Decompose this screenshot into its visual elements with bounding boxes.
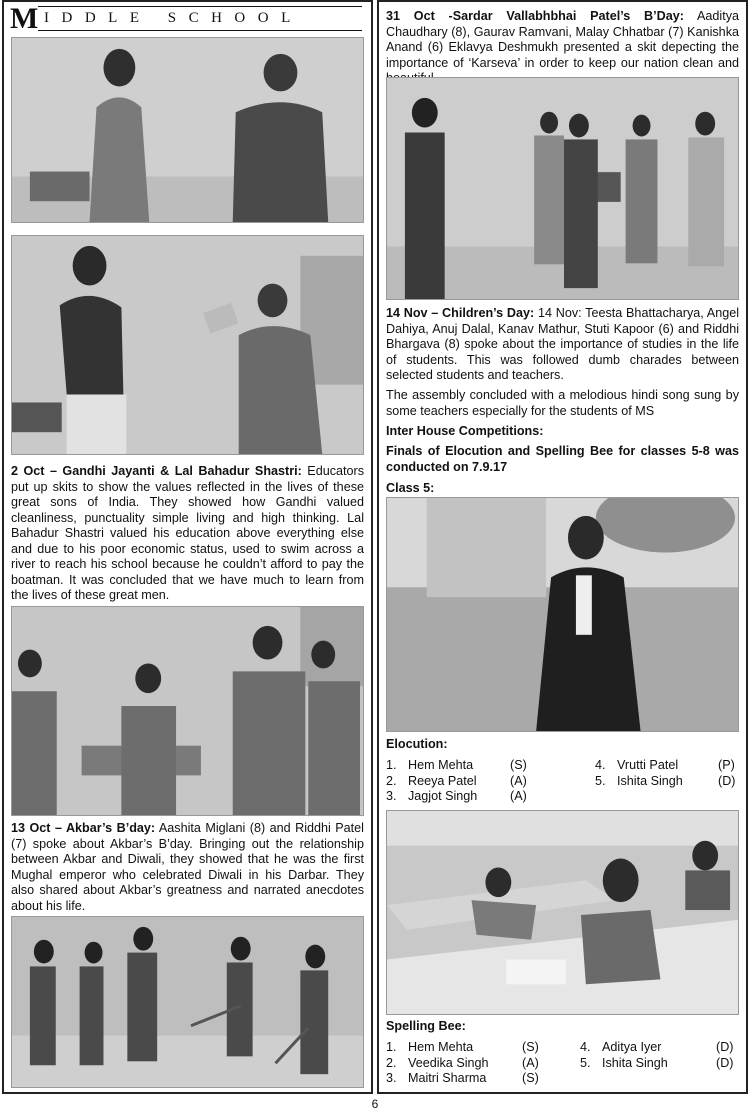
- list-item: 2. Veedika Singh (A): [386, 1055, 539, 1070]
- list-item: 1. Hem Mehta (S): [386, 758, 527, 772]
- list-item: 3. Maitri Sharma (S): [386, 1071, 539, 1085]
- header-rule-bottom: [38, 30, 362, 31]
- elocution-title: Elocution:: [386, 737, 448, 751]
- header-rule-top: [38, 6, 362, 7]
- list-item: 2. Reeya Patel (A): [386, 773, 527, 788]
- akbar-heading: 13 Oct – Akbar’s B’day:: [11, 821, 156, 835]
- spelling-list-col1: [386, 1040, 566, 1087]
- finals-heading: Finals of Elocution and Spelling Bee for classes 5-8 was conducted on 7.9.17: [386, 444, 739, 474]
- photo-akbar-bday: [11, 606, 364, 816]
- spelling-list-col2: [580, 1040, 740, 1071]
- list-item: 5. Ishita Singh (D): [580, 1055, 734, 1070]
- gandhi-heading: 2 Oct – Gandhi Jayanti & Lal Bahadur Shastri:: [11, 464, 302, 478]
- section-header: [10, 2, 362, 35]
- photo-gandhi-skit-1: [11, 37, 364, 223]
- patel-body: Aaditya Chaudhary (8), Gaurav Ramvani, Malay Chhatbar (7) Kanishka Anand (6) Eklavya Deshmukh presented a skit depecting the importance of ‘Karseva’ in order to keep our nation clean and: [386, 9, 740, 70]
- photo-spelling-bee: [386, 810, 739, 1015]
- photo-patel-skit: [11, 916, 364, 1088]
- childrens-day-paragraph: [386, 306, 739, 384]
- spelling-bee-title: Spelling Bee:: [386, 1019, 466, 1033]
- class-label: Class 5:: [386, 481, 435, 495]
- gandhi-paragraph: [11, 464, 364, 604]
- photo-elocution: [386, 497, 739, 732]
- list-item: 5. Ishita Singh (D): [595, 773, 736, 788]
- childrens-day-heading: 14 Nov – Children’s Day:: [386, 306, 535, 320]
- list-item: 4. Vrutti Patel (P): [595, 758, 735, 772]
- childrens-day-body: 14 Nov: Teesta Bhattacharya, Angel Dahiya, Anuj Dalal, Kanav Mathur, Stuti Kapoor (6) and Riddhi Bhargava (8) spoke about the importance of studies in the life of students. This was followed dumb charades between selected students and teachers.: [386, 306, 740, 382]
- list-item: 1. Hem Mehta (S): [386, 1040, 539, 1054]
- inter-house-heading: Inter House Competitions:: [386, 424, 544, 438]
- photo-childrens-day: [386, 77, 739, 300]
- header-initial: M: [10, 2, 39, 35]
- patel-paragraph: [386, 9, 739, 87]
- gandhi-body: Educators put up skits to show the values reflected in the lives of these great sons of India. They showed how Gandhi valued cleanliness, punctuality simple living and high thinking. Lal Bahadur Shastri valued his education above everything else and due to his poor economic status, used to swim across a river to reach his school because he couldn’t afford to pay the boatman. It was concluded that we have much to learn from the lives of these great men.: [11, 464, 364, 602]
- akbar-body: Aashita Miglani (8) and Riddhi Patel (7) spoke about Akbar’s B’day. Bringing out the relationship between Akbar and Diwali, they showed that he was the first Mughal emperor who celebrated Diwali in his Darbar. They also shared about Akbar’s greatness and narrated anecdotes about his life.: [11, 821, 364, 913]
- photo-gandhi-skit-2: [11, 235, 364, 455]
- patel-heading: 31 Oct -Sardar Vallabhbhai Patel’s B’Day:: [386, 9, 684, 23]
- page-number: 6: [371, 1097, 379, 1111]
- akbar-paragraph: [11, 821, 364, 914]
- elocution-list-col2: [595, 758, 745, 789]
- header-title: IDDLE SCHOOL: [44, 10, 303, 26]
- list-item: 3. Jagjot Singh (A): [386, 789, 527, 803]
- assembly-paragraph: The assembly concluded with a melodious hindi song sung by some teachers especially for the students of MS: [386, 388, 739, 418]
- list-item: 4. Aditya Iyer (D): [580, 1040, 734, 1054]
- elocution-list-col1: [386, 758, 566, 805]
